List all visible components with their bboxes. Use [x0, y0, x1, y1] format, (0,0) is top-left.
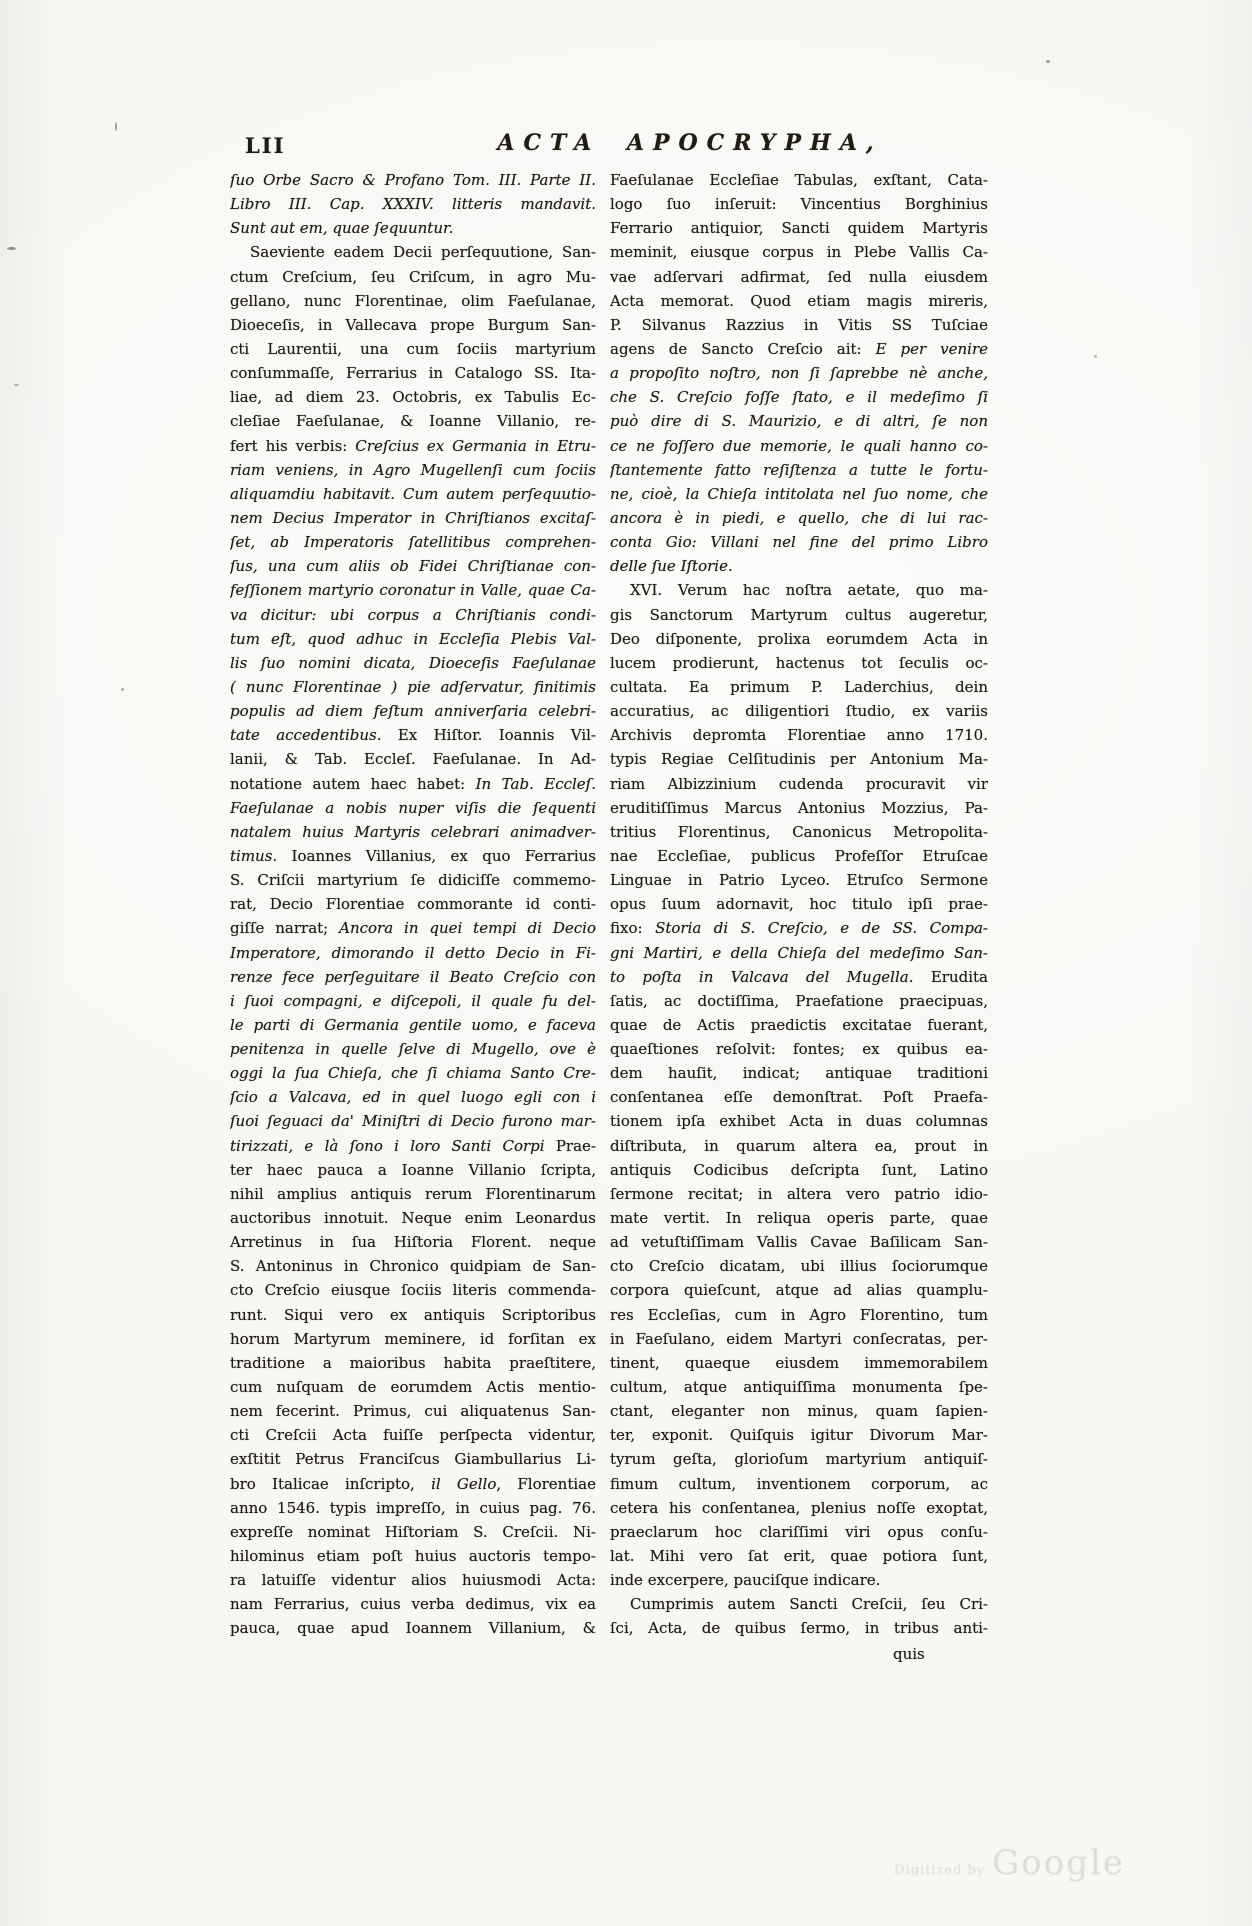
text-line: i ſuoi compagni, e diſcepoli, il quale fu del- [230, 991, 596, 1010]
text-line: ctant, eleganter non minus, quam ſapien- [610, 1402, 988, 1421]
text-line: XVI. Verum hac noſtra aetate, quo ma- [630, 581, 988, 600]
text-line: notatione autem haec habet: In Tab. Eccleſ. [230, 774, 596, 793]
text-line: cultata. Ea primum P. Laderchius, dein [610, 677, 988, 696]
text-line: tritius Florentinus, Canonicus Metropolita- [610, 822, 988, 841]
text-line: antiquis Codicibus deſcripta ſunt, Latino [610, 1160, 988, 1179]
scan-speck [121, 688, 124, 691]
text-line: in Faeſulano, eidem Martyri conſecratas, per- [610, 1329, 988, 1348]
text-line: dem hauſit, indicat; antiquae traditioni [610, 1064, 988, 1083]
text-line: opus ſuum adornavit, hoc titulo ipſi prae- [610, 895, 988, 914]
text-line: anno 1546. typis impreſſo, in cuius pag. 76. [230, 1498, 596, 1517]
text-line: liae, ad diem 23. Octobris, ex Tabulis Ec- [230, 388, 596, 407]
text-line: gis Sanctorum Martyrum cultus augeretur, [610, 605, 988, 624]
text-line: cultum, atque antiquiſſima monumenta ſpe- [610, 1378, 988, 1397]
text-line: ra latuiſſe videntur alios huiusmodi Acta: [230, 1571, 596, 1590]
text-line: agens de Sancto Creſcio ait: E per venire [610, 339, 988, 358]
scan-speck [7, 247, 16, 250]
text-line: populis ad diem feſtum anniverſaria celebri- [230, 702, 596, 721]
text-line: auctoribus innotuit. Neque enim Leonardus [230, 1209, 596, 1228]
text-line: ancora è in piedi, e quello, che di lui rac- [610, 508, 988, 527]
text-line: S. Criſcii martyrium ſe didiciſſe commemo- [230, 871, 596, 890]
text-line: Sunt aut em, quae ſequuntur. [230, 219, 454, 238]
text-line: nem fecerint. Primus, cui aliquatenus San- [230, 1402, 596, 1421]
text-line: ad vetuſtiſſimam Vallis Cavae Baſilicam San- [610, 1233, 988, 1252]
page-number: LII [245, 133, 286, 158]
text-line: ſuoi ſeguaci da' Miniſtri di Decio furono mar- [230, 1112, 596, 1131]
digitized-by-google-watermark [894, 1843, 1125, 1883]
text-line: expreſſe nominat Hiſtoriam S. Creſcii. Ni- [230, 1522, 596, 1541]
text-line: corpora quieſcunt, atque ad alias quamplu- [610, 1281, 988, 1300]
text-line: tum eſt, quod adhuc in Eccleſia Plebis Val- [230, 629, 596, 648]
text-line: nae Eccleſiae, publicus Profeſſor Etruſcae [610, 846, 988, 865]
text-line: lis ſuo nomini dicata, Dioeceſis Faeſulanae [230, 653, 596, 672]
text-line: eruditiſſimus Marcus Antonius Mozzius, Pa- [610, 798, 988, 817]
scan-speck [1094, 355, 1097, 358]
text-line: Arretinus in ſua Hiſtoria Florent. neque [230, 1233, 596, 1252]
text-line: ſet, ab Imperatoris ſatellitibus comprehen- [230, 533, 596, 552]
text-line: nihil amplius antiquis rerum Florentinarum [230, 1184, 596, 1203]
text-line: Faeſulanae a nobis nuper viſis die ſequenti [230, 798, 596, 817]
text-line: penitenza in quelle ſelve di Mugello, ove è [230, 1040, 596, 1059]
text-line: horum Martyrum meminere, id forſitan ex [230, 1329, 596, 1348]
text-line: Libro III. Cap. XXXIV. litteris mandavit. [230, 195, 596, 214]
text-line: cto Creſcio dicatam, ubi illius ſociorumque [610, 1257, 988, 1276]
text-line: giſſe narrat; Ancora in quei tempi di Decio [230, 919, 596, 938]
text-line: exſtitit Petrus Franciſcus Giambullarius Li- [230, 1450, 596, 1469]
text-line: conſummaſſe, Ferrarius in Catalogo SS. Ita- [230, 364, 596, 383]
text-line: timus. Ioannes Villanius, ex quo Ferrarius [230, 846, 596, 865]
text-line: Faeſulanae Eccleſiae Tabulas, exſtant, Cata- [610, 171, 988, 189]
text-line: ne, cioè, la Chieſa intitolata nel ſuo nome, che [610, 484, 988, 503]
text-line: gni Martiri, e della Chieſa del medeſimo San- [610, 943, 988, 962]
text-line: Deo diſponente, prolixa eorumdem Acta in [610, 629, 988, 648]
text-line: Cumprimis autem Sancti Creſcii, ſeu Cri- [630, 1595, 988, 1614]
text-line: ſuo Orbe Sacro & Profano Tom. III. Parte II. [230, 171, 596, 189]
text-line: ( nunc Florentinae ) pie adſervatur, finitimis [230, 677, 596, 696]
text-line: le parti di Germania gentile uomo, e faceva [230, 1015, 596, 1034]
text-line: conſentanea eſſe demonſtrat. Poſt Praefa- [610, 1088, 988, 1107]
text-line: quaeſtiones reſolvit: fontes; ex quibus ea- [610, 1040, 988, 1059]
text-line: ter, exponit. Quiſquis igitur Divorum Mar- [610, 1426, 988, 1445]
text-line: renze fece perſeguitare il Beato Creſcio con [230, 967, 596, 986]
text-line: rat, Decio Florentiae commorante id conti- [230, 895, 596, 914]
text-line: meminit, eiusque corpus in Plebe Vallis Ca- [610, 243, 988, 262]
text-line: Dioeceſis, in Vallecava prope Burgum San- [230, 315, 596, 334]
catchword-row [610, 1642, 988, 1666]
text-line: bro Italicae inſcripto, il Gello, Florentiae [230, 1474, 596, 1493]
text-line: lucem prodierunt, hactenus tot ſeculis oc- [610, 653, 988, 672]
text-line: inde excerpere, pauciſque indicare. [610, 1571, 881, 1590]
text-line: riam Albizzinium cudenda procuravit vir [610, 774, 988, 793]
text-line: res Eccleſias, cum in Agro Florentino, tum [610, 1305, 988, 1324]
text-line: P. Silvanus Razzius in Vitis SS Tuſciae [610, 315, 988, 334]
text-line: gellano, nunc Florentinae, olim Faeſulanae, [230, 291, 596, 310]
right-column [610, 168, 988, 1641]
text-line: diſtributa, in quarum altera ea, prout in [610, 1136, 988, 1155]
text-line: ſtantemente fatto reſiſtenza a tutte le fortu- [610, 460, 988, 479]
scan-speck [14, 384, 19, 386]
text-line: cum nuſquam de eorumdem Actis mentio- [230, 1378, 596, 1397]
text-line: nam Ferrarius, cuius verba dedimus, vix ea [230, 1595, 596, 1614]
text-line: conta Gio: Villani nel fine del primo Libro [610, 533, 988, 552]
text-line: Saeviente eadem Decii perſequutione, San- [250, 243, 596, 262]
text-line: Imperatore, dimorando il detto Decio in Fi- [230, 943, 596, 962]
text-line: nem Decius Imperator in Chriſtianos excitaſ- [230, 508, 596, 527]
text-line: ſus, una cum aliis ob Fidei Chriſtianae con- [230, 557, 596, 576]
text-line: tyrum geſta, glorioſum martyrium antiquiſ- [610, 1450, 988, 1469]
text-line: cetera his conſentanea, plenius noſſe exoptat, [610, 1498, 988, 1517]
text-line: riam veniens, in Agro Mugellenſi cum ſociis [230, 460, 596, 479]
text-line: può dire di S. Maurizio, e di altri, ſe non [610, 412, 988, 431]
text-line: natalem huius Martyris celebrari animadver- [230, 822, 596, 841]
scan-speck [1046, 60, 1050, 63]
text-line: feſſionem martyrio coronatur in Valle, quae Ca- [230, 581, 596, 600]
text-line: to poſta in Valcava del Mugella. Erudita [610, 967, 988, 986]
text-line: Archivis depromta Florentiae anno 1710. [610, 726, 988, 745]
text-line: Ferrario antiquior, Sancti quidem Martyris [610, 219, 988, 238]
left-column [230, 168, 596, 1641]
text-line: cto Creſcio eiusque ſociis literis commenda- [230, 1281, 596, 1300]
text-line: lanii, & Tab. Eccleſ. Faeſulanae. In Ad- [230, 750, 596, 769]
text-line: lat. Mihi vero ſat erit, quae potiora ſunt, [610, 1547, 988, 1566]
text-line: quae de Actis praedictis excitatae fuerant, [610, 1015, 988, 1034]
text-line: va dicitur: ubi corpus a Chriſtianis condi- [230, 605, 596, 624]
text-line: traditione a maioribus habita praeſtitere, [230, 1353, 596, 1372]
text-line: fixo: Storia di S. Creſcio, e de SS. Compa- [610, 919, 988, 938]
text-line: S. Antoninus in Chronico quidpiam de San- [230, 1257, 596, 1276]
text-line: cti Laurentii, una cum ſociis martyrium [230, 339, 596, 358]
text-line: ce ne foſſero due memorie, le quali hanno co- [610, 436, 988, 455]
watermark-prefix: Digitized by [894, 1863, 986, 1878]
text-line: ſermone recitat; in altera vero patrio idio- [610, 1184, 988, 1203]
text-line: delle ſue Iſtorie. [610, 557, 733, 576]
text-line: fimum cultum, inventionem corporum, ac [610, 1474, 988, 1493]
text-line: typis Regiae Celſitudinis per Antonium Ma- [610, 750, 988, 769]
text-line: ſci, Acta, de quibus ſermo, in tribus anti- [610, 1619, 988, 1638]
text-line: accuratius, ac diligentiori ſtudio, ex variis [610, 702, 988, 721]
text-line: ter haec pauca a Ioanne Villanio ſcripta, [230, 1160, 596, 1179]
text-line: vae adſervari adfirmat, ſed nulla eiusdem [610, 267, 988, 286]
text-line: cti Creſcii Acta fuiſſe perſpecta videntur, [230, 1426, 596, 1445]
running-title: ACTA APOCRYPHA, [497, 130, 883, 156]
text-line: ſatis, ac doctiſſima, Praefatione praecipuas, [610, 991, 988, 1010]
text-line: ſcio a Valcava, ed in quel luogo egli con i [230, 1088, 596, 1107]
text-line: ctum Creſcium, ſeu Criſcum, in agro Mu- [230, 267, 596, 286]
text-line: praeclarum hoc clariſſimi viri opus conſu- [610, 1522, 988, 1541]
text-line: aliquamdiu habitavit. Cum autem perſequutio- [230, 484, 596, 503]
text-line: cleſiae Faeſulanae, & Ioanne Villanio, re- [230, 412, 596, 431]
scan-speck [115, 122, 117, 131]
text-line: logo ſuo inſeruit: Vincentius Borghinius [610, 195, 988, 214]
text-line: tate accedentibus. Ex Hiſtor. Ioannis Vil- [230, 726, 596, 745]
text-line: oggi la ſua Chieſa, che ſi chiama Santo Cre- [230, 1064, 596, 1083]
text-line: mate vertit. In reliqua operis parte, quae [610, 1209, 988, 1228]
text-line: tinent, quaeque eiusdem immemorabilem [610, 1353, 988, 1372]
text-line: a propoſito noſtro, non ſi ſaprebbe nè anche, [610, 364, 988, 383]
text-line: Linguae in Patrio Lyceo. Etruſco Sermone [610, 871, 988, 890]
text-line: fert his verbis: Creſcius ex Germania in Etru- [230, 436, 596, 455]
text-line: hilominus etiam poſt huius auctoris tempo- [230, 1547, 596, 1566]
catchword: quis [893, 1645, 925, 1663]
text-line: tionem ipſa exhibet Acta in duas columnas [610, 1112, 988, 1131]
google-logo-text: Google [992, 1843, 1125, 1883]
text-line: pauca, quae apud Ioannem Villanium, & [230, 1619, 596, 1638]
text-line: Acta memorat. Quod etiam magis mireris, [610, 291, 988, 310]
text-line: tirizzati, e là ſono i loro Santi Corpi Prae- [230, 1136, 596, 1155]
text-line: runt. Siqui vero ex antiquis Scriptoribus [230, 1305, 596, 1324]
text-line: che S. Creſcio foſſe ſtato, e il medeſimo ſi [610, 388, 988, 407]
